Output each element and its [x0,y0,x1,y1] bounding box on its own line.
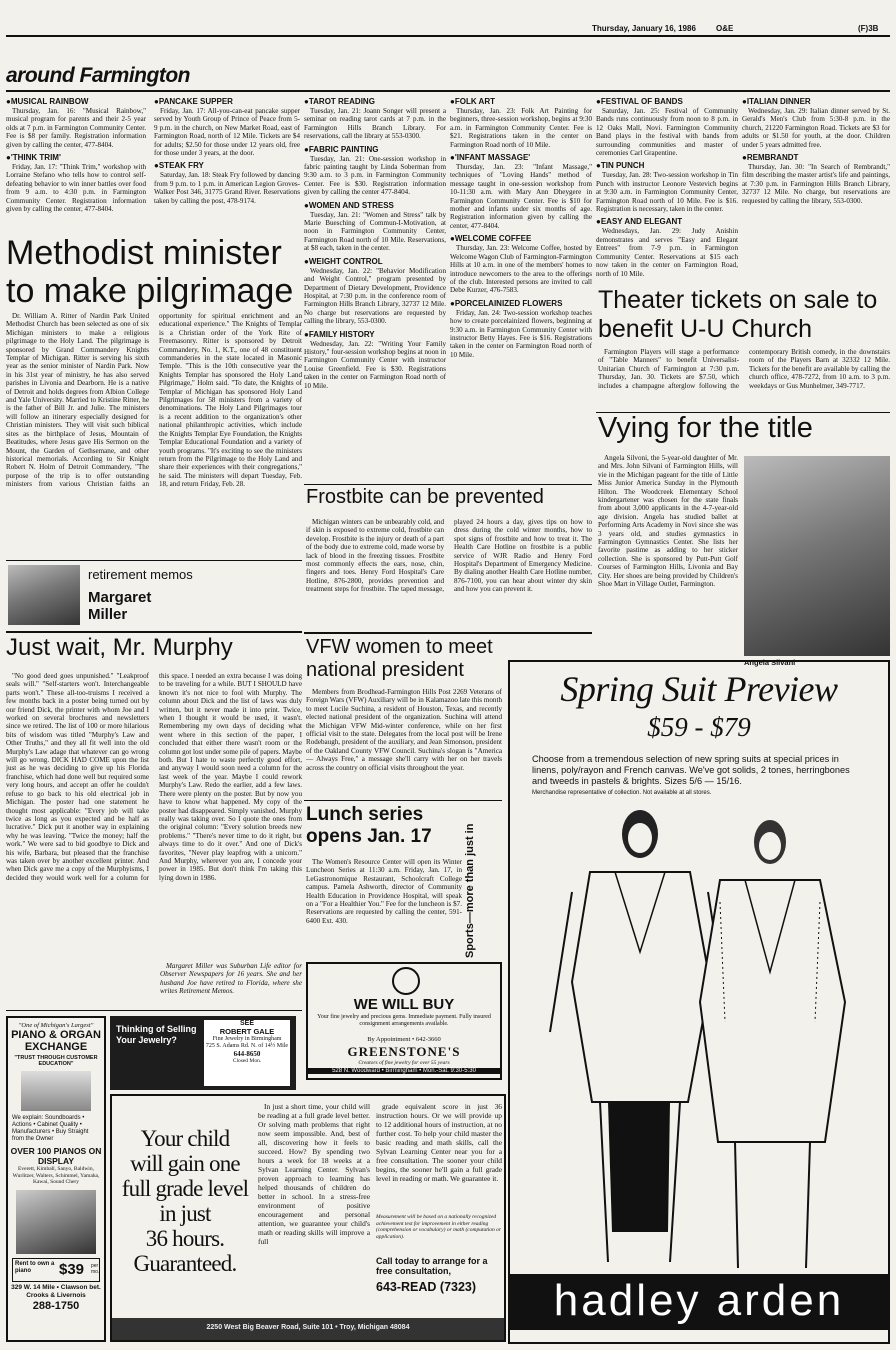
calendar-item: ● MUSICAL RAINBOW Thursday, Jan. 16: "Musical Rainbow," musical program for parents and their 2-5 year olds at 7 p.m. in Farmington Community Center. Fee is $8 per family. Registration information given by calling the center, 477-8404. [6,97,146,149]
piano-services: We explain: Soundboards • Actions • Cabinet Quality • Manufacturers • Buy Straight from the Owner [12,1115,89,1142]
divider [304,800,502,801]
calendar-item: ● WOMEN AND STRESS Tuesday, Jan. 21: "Women and Stress" talk by Marie Buesching of Commun-I-Motivation, at noon in Farmington Community Center, Farmington Road north of 10 Mile. Reservations, at $8 each, taken in the center. [304,201,446,253]
divider [304,632,592,634]
piano-tagline: "TRUST THROUGH CUSTOMER EDUCATION" [14,1055,98,1067]
sylvan-headline-2: will gain one [130,1151,240,1176]
divider [6,631,302,633]
calendar-item: ● WELCOME COFFEE Thursday, Jan. 23: Welcome Coffee, hosted by Welcome Wagon Club of Farmington-Farmington Hills at 10 a.m. in one of the members' homes to introduce newcomers to the area to the offerings of the club. Interested persons are invited to call Debe Kurzer, 476-7583. [450,234,592,294]
hadley-models-illustration [520,802,878,1272]
greenstone-logo-icon [392,967,420,995]
vying-photo [744,456,890,656]
calendar-item: ● 'THINK TRIM' Friday, Jan. 17: "Think Trim," workshop with Lorraine Stefano who tells how to control self-defeating behavior to win inner battles over food from 9 a.m. to 4:30 p.m. in Farmington Community Center. Registration information given by calling the center, 477-8404. [6,153,146,213]
calendar-item: ● EASY AND ELEGANT Wednesdays, Jan. 29: Judy Anishin demonstrates and serves "Easy and Elegant Entrees" from 7-9 p.m. in Farmington Community Center. Reservations at $15 each now taken in the center on Farmington Road, north of 10 Mile. [596,217,738,277]
piano-ad [6,1016,106,1342]
hadley-headline: Spring Suit Preview [560,669,838,709]
calendar-col-5 [596,93,738,283]
memos-author-last: Miller [88,606,128,623]
jewelry-ad [110,1016,296,1090]
calendar-item: ● FOLK ART Thursday, Jan. 23: Folk Art Painting for beginners, three-session workshop, begins at 9:30 a.m. in Farmington Community Center. Fee is $21. Registrations taken in the center on Farmington Road north of 10 Mile. [450,97,592,149]
calendar-col-1 [6,93,146,233]
vying-body: Angela Silvoni, the 5-year-old daughter of Mr. and Mrs. John Silvani of Farmington Hills, will vie in the Michigan pageant for the title of Little Miss Junior America Sunday in the Plymouth Hilton. The Woodcreek Elementary School kindergartener was chosen for the state finals from about 3,000 applicants in the 4-7-year-old age division. Angela has studied ballet at Performing Arts Academy in Novi since she was 3 years old, and studies gymnastics in Farmington Gymnastics Center. She lists her favorite pastime as adding to her sticker collection. She is sponsored by Putt-Putt Golf Courses of Farmington Hills, Livonia and Bay City. Her shoes are being provided by Children's Shoe Mart in Village Outlet, Farmington. [598,454,738,589]
frostbite-body: Michigan winters can be unbearably cold, and if skin is exposed to extreme cold, frostbite can develop. Frostbite is the injury or death of a part of the body due to extreme cold, made worse by lack of blood in the freezing tissues. Frostbite most commonly effects the ears, nose, chin, fingers and toes. Henry Ford Hospital's Care Hotline, 876-2800, provides prevention and treatment steps for frostbite. The taped message, played 24 hours a day, gives tips on how to dress during the cold winter months, how to spot signs of frostbite and how to treat it. The Health Care Hotline on frostbite is a public service of WJR Radio and Henry Ford Hospital's Department of Emergency Medicine. By dialing another Health Care Hotline number, 876-7100, you can hear about winter dry skin and how you can prevent it. [306,518,592,594]
header-paper: O&E [716,24,734,33]
model-jacket-icon [700,880,845,1142]
sylvan-headline-6: Guaranteed. [133,1251,237,1276]
greenstone-sub: Your fine jewelry and precious gems. Immediate payment. Fully insured consignment arrangements available. [317,1014,491,1027]
calendar-item: ● STEAK FRY Saturday, Jan. 18: Steak Fry followed by dancing from 9 p.m. to 1 p.m. in American Legion Groves-Walker Post 346, 31775 Grand River. Reservations taken by calling the post, 478-9174. [154,161,300,205]
sylvan-cta: Call today to arrange for a free consultation, [376,1256,488,1276]
lunch-sidebar-tag: Sports—more than just in [464,823,476,958]
header-rule [6,35,890,37]
calendar-item: ● WEIGHT CONTROL Wednesday, Jan. 22: "Behavior Modification and Weight Control," program presented by Department of Dietary Development, Providence Hospital, at 7:30 p.m. in the conference room of Farmington Hills Branch Library, 32737 12 Mile. No charge but reservations are requested by calling the library, 553-0300. [304,257,446,326]
piano-rent-per: per mo. [91,1262,100,1275]
methodist-body: Dr. William A. Ritter of Nardin Park United Methodist Church has been selected as one of six Michigan ministers to make a religious pilgrimage to the Holy Land. The pilgrimage is sponsored by Grand Commandery Knights Templar of Michigan. Ritter is serving his sixth year as the senior minister of Nardin Park. Now in his 31st year of ministry, he has also served parishes in Livonia and Dearborn. He is a native of Detroit and holds degrees from Albion College and Yale University. Married to Kristine Ritter, he is the father of Bill Jr. and Julie. The ministers will follow an itinerary especially designed for Christian ministers. They will visit such biblical sites as the birthplace of Jesus, Mountain of Beatitudes, where Jesus gave His Sermon on the Mount, the Garden of Gethsemane, and other historical memorials. According to Sir Knight Robert N. Holm of Detroit Commandery, "The purpose of the trip is to offer outstanding ministers from various Christian faiths an opportunity for spiritual enrichment and an educational experience." The Knights of Templar is a Christian order of the York Rite of Freemasonry. Ritter is sponsored by Detroit Commandery, No. 1, K.T., one of 48 constituent commanderies in the state located in Masonic Temple. "This is the 10th consecutive year the Knights Templar has sponsored the Holy Land Pilgrimage," Holm said. "To date, the Knights of Templar of Michigan has sponsored Holy Land Pilgrimages for 58 ministers from a variety of denominations. The Holy Land Pilgrimages tour is a recent addition to the organization's other national philanthropic activities, which include the Knights Templar Eye Foundation, the Knights Templar Educational Foundation and a variety of youth programs. "It's exciting to see the ministers return from the Pilgrimage to the Holy Land and share their experiences with their congregations," he said. The ministers will depart Tuesday, Feb. 18, and return Friday, Feb. 28. [6,312,302,489]
theater-body: Farmington Players will stage a performance of "Table Manners" to benefit Universalist-Unitarian Church of Farmington at 7:30 p.m. Thursday, Jan. 30. Tickets are $7.50, which includes a champagne afterglow following the contemporary British comedy, in the downstairs room of the Players Barn at 32332 12 Mile. Tickets for the benefit are available by calling the church office, 478-7272, from 10 a.m. to 3 p.m. weekdays or Gus Munhelmer, 349-7717. [598,348,890,390]
jewelry-headline: Thinking of Selling Your Jewelry? [116,1024,197,1045]
methodist-headline: Methodist minister to make pilgrimage [6,234,294,310]
greenstone-address: 528 N. Woodward • Birmingham • Mon.-Sat. 9:30-5:30 [308,1068,500,1074]
vfw-body: Members from Brodhead-Farmington Hills Post 2269 Veterans of Foreign Wars (VFW) Auxiliary will be in Kalamazoo late this month to meet Lucile Suchina, a resident of Houston, Texas, and recently elected national president of the organization. Suchina will attend the Michigan VFW Mid-winter conference, while on her first official visit to the state. Delegates from the local post will be Irene Rodebaugh, president of the auxiliary, and Jean Simonson, president of the Oakland County VFW Council. Suchina's slogan is "America — Always Free," a message she'll carry with her on her travels across the country on official visits throughout the year. [306,688,502,772]
calendar-item: ● 'INFANT MASSAGE' Thursday, Jan. 23: "Infant Massage," techniques of "Loving Hands" method of message taught in one-session workshop from 10-11:30 a.m. with Mary Ann Dheygere in Farmington Community Center. Fee is $10 for mother and infants under six months of age. Registration information given by calling the center, 477-8404. [450,153,592,230]
lunch-headline: Lunch series opens Jan. 17 [306,804,432,847]
calendar-col-2 [154,93,300,233]
calendar-col-4 [450,93,592,483]
calendar-col-3 [304,93,446,483]
calendar-item: ● TAROT READING Tuesday, Jan. 21: Joann Songer will present a seminar on reading tarot cards at 7 p.m. in the Farmington Hills Branch Library. For reservations, call the library at 553-0300. [304,97,446,141]
piano-rent-box [12,1258,100,1282]
header-date: Thursday, January 16, 1986 [592,24,696,33]
greenstone-brand-sub: Creators of fine jewelry for over 55 years [358,1060,450,1066]
piano-brands: Everett, Kimball, Sanyo, Baldwin, Wurlitzer, Walters, Schimmel, Yamaha, Kawai, Sound Chery [12,1166,100,1185]
sylvan-col2: grade equivalent score in just 36 instruction hours. Or we will provide up to 12 additional hours of instruction, at no further cost. To help your child master the basic reading and math skills, call the Sylvan Learning Center near you for a free consultation. The sooner your child begins, the sooner he'll gain a full grade level in reading or math. We guarantee it. [376,1102,502,1183]
sylvan-headline-1: Your child [140,1126,230,1151]
calendar-item: ● FESTIVAL OF BANDS Saturday, Jan. 25: Festival of Community Bands runs continuously from noon to 8 p.m. in 12 Oaks Mall, Novi. Farmington Community Band plays in the festival with bands from surrounding communities and master of ceremonies Carl Grapentine. [596,97,738,157]
hadley-brand: hadley arden [510,1274,888,1330]
memos-label: retirement memos [88,567,193,582]
piano-image [21,1071,91,1111]
sylvan-headline-5: 36 hours. [145,1226,225,1251]
calendar-item: ● REMBRANDT Thursday, Jan. 30: "In Search of Rembrandt," film describing the master artist's life and paintings, at 7:30 p.m. in Farmington Hills Branch Library, 32737 12 Mile. No charge, but reservations are requested by calling the library, 553-0300. [742,153,890,205]
sylvan-headline-3: full grade level [121,1176,249,1201]
greenstone-ad [306,962,502,1080]
sylvan-col1: In just a short time, your child will be reading at a full grade level better. Or solving math problems that right now seem impossible. And, best of all, discovering how it feels to succeed. How? By spending two hours a week for 18 weeks at a Sylvan Learning Center. Sylvan's proven approach to learning has helped thousands of children do better in school. In a stress-free environment of positive encouragement and personal attention, we guarantee your child's math or reading skills will improve a full [258,1102,370,1246]
jewelry-line2: Fine Jewelry in Birmingham [212,1036,282,1042]
calendar-item: ● PANCAKE SUPPER Friday, Jan. 17: All-you-can-eat pancake supper served by Youth Group of Prince of Peace from 5-9 p.m. in the church, on New Market Road, east of Farmington Road, north of 12 Mile. Tickets are $4 for adults; $2.50 for those under 12 years old, free for those under 3 years, at the door. [154,97,300,157]
piano-phone: 288-1750 [32,1299,80,1312]
calendar-item: ● FAMILY HISTORY Wednesday, Jan. 22: "Writing Your Family History," four-session workshop begins at noon in Farmington Community Center with instructor Louise Greenfield. Fee is $30. Registrations taken in the center on Farmington Road north of 10 Mile. [304,330,446,390]
section-rule [6,90,890,92]
sylvan-fine: Measurement will be based on a nationally recognized achievement test for improvement in either reading (comprehension or vocabulary) or math (computation or application). [376,1214,502,1240]
divider [6,1010,302,1011]
murphy-footer: Margaret Miller was Suburban Life editor for Observer Newspapers for 16 years. She and her husband Joe have retired to Florida, where she writes Retirement Memos. [160,962,302,996]
jewelry-phone: 644-8650 [233,1050,261,1058]
sylvan-phone: 643-READ (7323) [376,1280,477,1294]
divider [6,560,302,561]
calendar-item: ● TIN PUNCH Tuesday, Jan. 28: Two-session workshop in Tin Punch with instructor Leonore Vestevich begins at 9:30 a.m. in Farmington Community Center, Farmington Road north of 10 Mile. Fee is $16. Registration is necessary, taken in the center. [596,161,738,213]
vfw-headline: VFW women to meet national president [306,636,493,681]
greenstone-headline: WE WILL BUY [353,996,455,1013]
jewelry-address: 725 S. Adams Rd. N. of 14½ Mile [205,1043,289,1049]
theater-headline: Theater tickets on sale to benefit U-U Church [598,286,878,343]
sylvan-headline-4: in just [159,1201,211,1226]
jewelry-see: SEE [239,1020,254,1027]
calendar-item: ● PORCELAINIZED FLOWERS Friday, Jan. 24: Two-session workshop teaches how to create porcelainized flowers, beginning at 9:30 a.m. in Farmington Community Center with instructor Betty Hayes. Fee is $16. Registrations taken in the center on Farmington Road north of 10 Mile. [450,299,592,359]
vying-headline: Vying for the title [598,414,813,444]
sylvan-ad [110,1094,506,1342]
calendar-item: ● ITALIAN DINNER Wednesday, Jan. 29: Italian dinner served by St. Gerald's Men's Club from 5:30-8 p.m. in the church, 21220 Farmington Road. Tickets are $3 for adults or $1.50 for youth, at the door. Children under 5 years admitted free. [742,97,890,149]
memos-banner [6,563,302,629]
divider [596,412,890,413]
calendar-col-6 [742,93,890,283]
section-title: around Farmington [6,64,190,87]
calendar-item: ● FABRIC PAINTING Tuesday, Jan. 21: One-session workshop in fabric painting taught by Linda Soberman from 9:30 a.m. to 3 p.m. in Farmington Community Center. Fee is $30. Registration information given by calling the center 477-8404. [304,145,446,197]
header-page: (F)3B [858,24,879,33]
greenstone-appt: By Appointment • 642-3660 [367,1036,441,1043]
hadley-fine: Merchandise representative of collection. Not available at all stores. [532,790,712,796]
piano-photo [16,1190,96,1254]
piano-rent-price: $39 [59,1260,85,1278]
jewelry-card [204,1020,290,1086]
sylvan-headline [116,1126,254,1276]
greenstone-brand: GREENSTONE'S [347,1044,461,1059]
piano-address: 329 W. 14 Mile • Clawson bet. Crooks & Livernois [11,1283,101,1299]
jewelry-name: ROBERT GALE [219,1027,275,1036]
frostbite-headline: Frostbite can be prevented [306,487,544,508]
author-photo [8,565,80,625]
hadley-ad [508,660,890,1344]
piano-title: PIANO & ORGAN EXCHANGE [11,1029,101,1053]
vying-caption: Angela Silvani [744,658,796,667]
lunch-body: The Women's Resource Center will open its Winter Luncheon Series at 11:30 a.m. Friday, Jan. 17, in LeGastronomique Restaurant, Schoolcraft College campus. Pamela Ashworth, director of Community Health Education in Providence Hospital, will speak on a "For a Healthier You." Fee for the luncheon is $7. Reservations are requested by calling the center, 591-6400 Ext. 430. [306,858,462,925]
memos-author-first: Margaret [88,589,152,606]
model-jacket-icon [572,872,710,1102]
hadley-price: $59 - $79 [647,712,751,742]
piano-rent-label: Rent to own a piano [15,1260,55,1274]
piano-display-title: OVER 100 PIANOS ON DISPLAY [10,1146,102,1166]
jewelry-note: Closed Mon. [232,1058,262,1064]
hadley-body: Choose from a tremendous selection of new spring suits at special prices in linens, poly/rayon and French canvas. We've got solids, 2 tones, herringbones and tweeds in pastels & brights. Sizes 5/6 — 15/16. [532,754,850,786]
sylvan-address: 2250 West Big Beaver Road, Suite 101 • Troy, Michigan 48084 [112,1318,504,1340]
piano-kicker: "One of Michigan's Largest" [18,1022,94,1029]
divider [304,484,592,485]
murphy-headline: Just wait, Mr. Murphy [6,636,233,661]
murphy-body: "No good deed goes unpunished." "Leakproof seals will." "Self-starters won't. Interchangeable parts won't." These all-too-truisms I received a few months back in a poster being turned out by our friend Dick, the printer with whom Joe and I worked on several brochures and newsletters since we retired. The list of 100 or more hilarious bits of wisdom was titled "Murphy's Law and Other Truths," and they all fit well into the old Murphy's Law adage that whatever can go wrong will go wrong. DICK HAD COME upon the list just as he was deciding to give up his Florida franchise, which had done well but required some very long hours, and accept an offer he couldn't refuse to go back to his old electrical job in Michigan. The poster had one statement he thought most applicable: "Every job will take twice as long as you expected and be half as lucrative." Dick put it another way in explaining why he was leaving. "Twice the money; half the work." We were sad to bid goodbye to Dick and his wife, Barbara, but pleased that the franchise was taken over by another excellent printer. And when Dick gave me a copy of the Murphyisms, I decided they would work well for a column for this space. I needed an extra because I was doing to be traveling for a while. BUT I SHOULD have known it's not nice to fool with Murphy. The column about Dick and the list of laws was duly written, but it never made it into print. Twice, when I thought it would be used, it wasn't. Remembering my own days of deciding what went where in this section of the paper, I concluded that either there wasn't room or the column got lost under some pile of papers. Maybe both. But I hate to waste perfectly good effort, and anyway I would soon need a column for the last week of the year. Maybe I could rework Murphy's Law. Redo the earlier, add a few laws. There were plenty on the poster. But by now you have to know what happened. My copy of the poster had disappeared. Simply vanished. Murphy really was taking over. So I quote the ones from the original column: "Every solution breeds new problems." "There's never time to do it right, but always time to do it over." And one of Dick's favorites, "Never play leapfrog with a unicorn." And Murphy, wherever you are, I concede your power in 1985. But don't think I'm taking this lying down in 1986. [6,672,302,882]
